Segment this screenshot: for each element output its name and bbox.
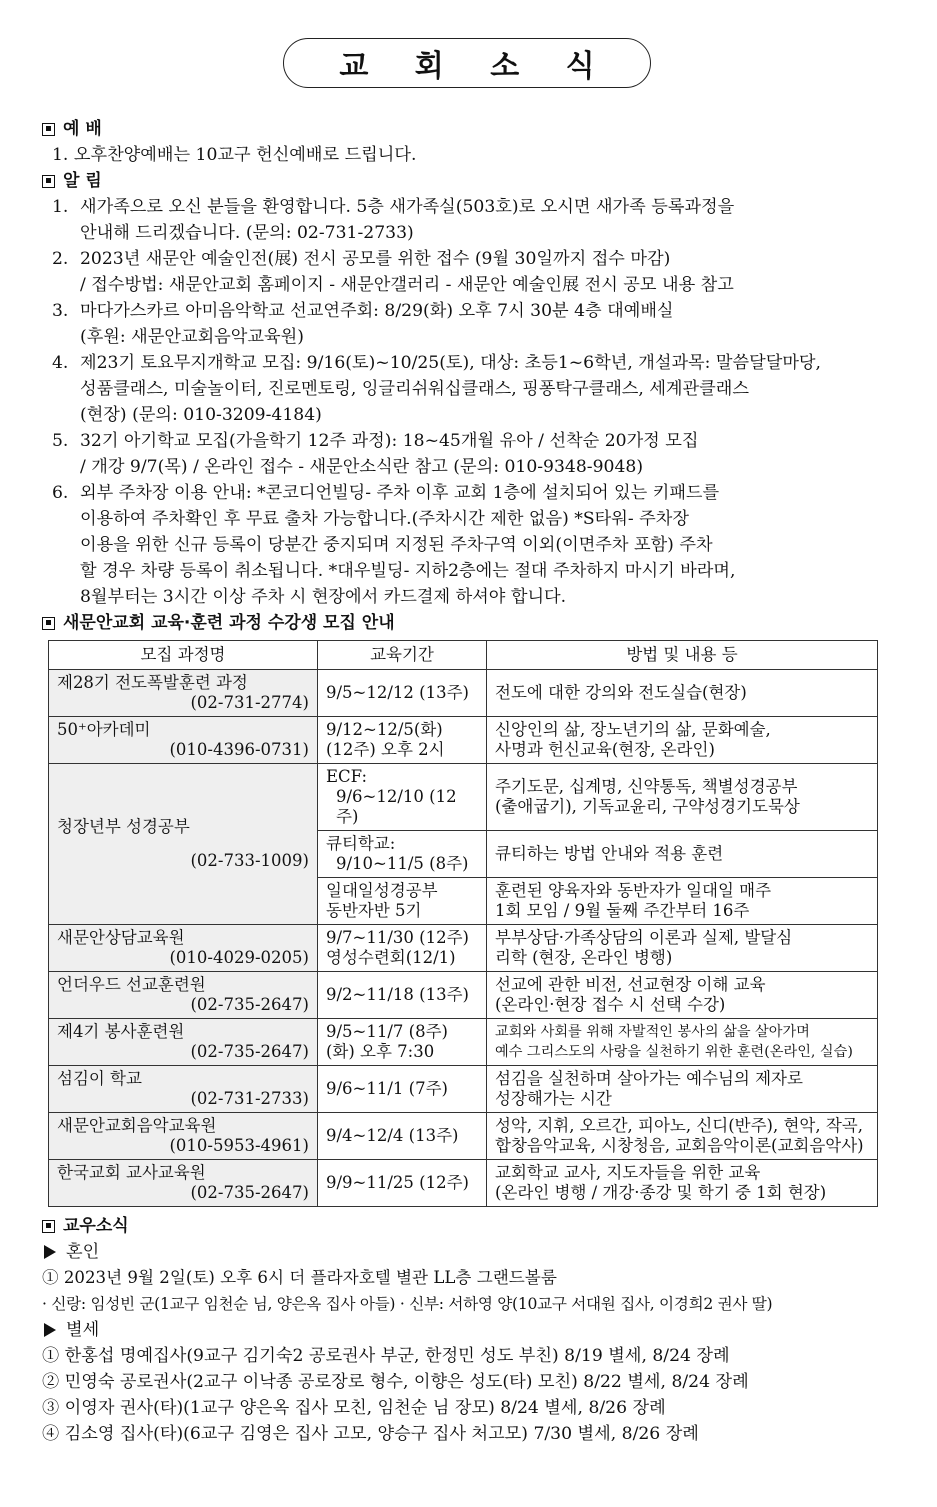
cell-line: (온라인 병행 / 개강·종강 및 학기 중 1회 현장) [495,1183,827,1202]
notice-heading: 알 림 [42,168,882,194]
period-cell [318,878,487,925]
death-line: ④ 김소영 집사(타)(6교구 김영은 집사 고모, 양승구 집사 처고모) 7/30 별세, 8/26 장례 [42,1424,699,1444]
wedding-heading: 혼인 [42,1239,882,1265]
death-heading: 별세 [42,1317,882,1343]
cell-line: 9/4~12/4 (13주) [326,1126,459,1145]
wedding-list [42,1265,882,1317]
notice-line [42,428,882,454]
edu-heading: 새문안교회 교육·훈련 과정 수강생 모집 안내 [42,610,882,636]
table-row [49,1019,878,1066]
period-cell [318,764,487,831]
table-row [49,764,878,831]
course-phone: (02-731-2733) [190,1089,309,1108]
cell-line: 훈련된 양육자와 동반자가 일대일 매주 [495,881,772,900]
desc-cell [487,878,878,925]
notice-number: 2. [52,249,69,269]
cell-line: 9/5~12/12 (13주) [326,683,469,702]
cell-line: 선교에 관한 비전, 선교현장 이해 교육 [495,975,766,994]
desc-cell [487,670,878,717]
notice-line: (현장) (문의: 010-3209-4184) [80,405,322,425]
notice-line [42,480,882,506]
period-cell [318,1113,487,1160]
notice-line [42,246,882,272]
table-row [49,670,878,717]
cell-line: 교회학교 교사, 지도자들을 위한 교육 [495,1163,761,1182]
worship-heading: 예 배 [42,116,882,142]
course-phone: (02-733-1009) [190,851,309,870]
course-cell [49,1019,318,1066]
period-cell [318,925,487,972]
notice-text: 새가족으로 오신 분들을 환영합니다. 5층 새가족실(503호)로 오시면 새가족 등록과정을 [80,197,735,217]
cell-line: 주기도문, 십계명, 신약통독, 책별성경공부 [495,777,798,796]
notice-line: 할 경우 차량 등록이 취소됩니다. *대우빌딩- 지하2층에는 절대 주차하지 마시기 바라며, [80,561,736,581]
desc-cell [487,1066,878,1113]
square-bullet-icon [42,617,55,630]
course-phone: (02-735-2647) [190,1183,309,1202]
cell-line: 9/10~11/5 (8주) [336,854,469,873]
header-period: 교육기간 [318,641,487,670]
cell-line: 1회 모임 / 9월 둘째 주간부터 16주 [495,901,750,920]
desc-cell [487,1019,878,1066]
death-line: ① 한홍섭 명예집사(9교구 김기숙2 공로권사 부군, 한정민 성도 부친) 8/19 별세, 8/24 장례 [42,1346,730,1366]
cell-line: 큐티학교: [326,834,396,853]
course-cell [49,925,318,972]
table-row [49,717,878,764]
notice-line: 8월부터는 3시간 이상 주차 시 현장에서 카드결제 하셔야 합니다. [80,587,567,607]
cell-line: 9/7~11/30 (12주) [326,928,469,947]
cell-line: (화) 오후 7:30 [326,1042,435,1061]
course-name: 한국교회 교사교육원 [57,1163,206,1182]
course-cell [49,1160,318,1207]
table-row [49,925,878,972]
header-course: 모집 과정명 [49,641,318,670]
edu-table [48,640,878,1207]
notice-line: (후원: 새문안교회음악교육원) [80,327,304,347]
cell-line: 9/9~11/25 (12주) [326,1173,469,1192]
desc-cell [487,972,878,1019]
notice-line [42,298,882,324]
notice-line: 성품클래스, 미술놀이터, 진로멘토링, 잉글리쉬워십클래스, 핑퐁탁구클래스, 세계관클래스 [80,379,749,399]
notice-line [42,350,882,376]
desc-cell [487,831,878,878]
cell-line: 큐티하는 방법 안내와 적용 훈련 [495,844,724,863]
notice-number: 6. [52,483,69,503]
notice-text: 외부 주차장 이용 안내: *콘코디언빌딩- 주차 이후 교회 1층에 설치되어 있는 키패드를 [80,483,720,503]
period-cell [318,972,487,1019]
course-name: 새문안교회음악교육원 [57,1116,217,1135]
triangle-bullet-icon [44,1323,56,1337]
cell-line: ECF: [326,767,368,786]
cell-line: 9/5~11/7 (8주) [326,1022,448,1041]
notice-line: 이용을 위한 신규 등록이 당분간 중지되며 지정된 주차구역 이외(이면주차 포함) 주차 [80,535,713,555]
notice-text: 제23기 토요무지개학교 모집: 9/16(토)~10/25(토), 대상: 초등1~6학년, 개설과목: 말씀달달마당, [80,353,821,373]
cell-line: 전도에 대한 강의와 전도실습(현장) [495,683,747,702]
worship-item: 1. 오후찬양예배는 10교구 헌신예배로 드립니다. [52,145,417,165]
course-name: 청장년부 성경공부 [57,817,190,836]
cell-line: 9/6~11/1 (7주) [326,1079,448,1098]
notice-line: / 개강 9/7(목) / 온라인 접수 - 새문안소식란 참고 (문의: 010-9348-9048) [80,457,644,477]
page-title: 교 회 소 식 [283,38,651,88]
notice-line [42,194,882,220]
cell-line: (온라인·현장 접수 시 선택 수강) [495,995,726,1014]
cell-line: 신앙인의 삶, 장노년기의 삶, 문화예술, [495,720,771,739]
period-cell [318,1160,487,1207]
course-phone: (02-731-2774) [190,693,309,712]
cell-line: 일대일성경공부 [326,881,438,900]
notice-text: 32기 아기학교 모집(가을학기 12주 과정): 18~45개월 유아 / 선착순 20가정 모집 [80,431,699,451]
period-cell [318,670,487,717]
notice-line: 안내해 드리겠습니다. (문의: 02-731-2733) [80,223,414,243]
cell-line: 성악, 지휘, 오르간, 피아노, 신디(반주), 현악, 작곡, [495,1116,863,1135]
course-cell [49,1113,318,1160]
notice-line: / 접수방법: 새문안교회 홈페이지 - 새문안갤러리 - 새문안 예술인展 전시 공모 내용 참고 [80,275,734,295]
period-cell [318,1019,487,1066]
cell-line: 동반자반 5기 [326,901,422,920]
course-cell [49,670,318,717]
cell-line: 합창음악교육, 시창청음, 교회음악이론(교회음악사) [495,1136,864,1155]
course-cell [49,717,318,764]
course-cell [49,1066,318,1113]
cell-line: 부부상담·가족상담의 이론과 실제, 발달심 [495,928,793,947]
triangle-bullet-icon [44,1245,56,1259]
cell-line: (12주) 오후 2시 [326,740,445,759]
death-line: ② 민영숙 공로권사(2교구 이낙종 공로장로 형수, 이향은 성도(타) 모친) 8/22 별세, 8/24 장례 [42,1372,749,1392]
cell-line: 9/6~12/10 (12주) [336,787,457,826]
desc-cell [487,1113,878,1160]
cell-line: 9/2~11/18 (13주) [326,985,469,1004]
course-phone: (02-735-2647) [190,1042,309,1061]
course-name: 섬김이 학교 [57,1069,142,1088]
table-row [49,1113,878,1160]
cell-line: 리학 (현장, 온라인 병행) [495,948,673,967]
notice-number: 1. [52,197,69,217]
course-cell [49,972,318,1019]
cell-line: 섬김을 실천하며 살아가는 예수님의 제자로 [495,1069,803,1088]
cell-line: 사명과 헌신교육(현장, 온라인) [495,740,715,759]
notice-line: 이용하여 주차확인 후 무료 출차 가능합니다.(주차시간 제한 없음) *S타워- 주차장 [80,509,689,529]
notice-number: 4. [52,353,69,373]
course-name: 언더우드 선교훈련원 [57,975,206,994]
cell-line: 9/12~12/5(화) [326,720,443,739]
desc-cell [487,717,878,764]
desc-cell [487,764,878,831]
course-name: 제4기 봉사훈련원 [57,1022,185,1041]
course-name: 제28기 전도폭발훈련 과정 [57,673,248,692]
notice-number: 5. [52,431,69,451]
table-row [49,1066,878,1113]
wedding-line: ① 2023년 9월 2일(토) 오후 6시 더 플라자호텔 별관 LL층 그랜드볼룸 [42,1268,557,1287]
cell-line: 영성수련회(12/1) [326,948,456,967]
content [42,116,882,1447]
period-cell [318,1066,487,1113]
wedding-line: · 신랑: 임성빈 군(1교구 임천순 님, 양은옥 집사 아들) · 신부: 서하영 양(10교구 서대원 집사, 이경희2 권사 딸) [42,1295,773,1313]
course-name: 50⁺아카데미 [57,720,151,739]
course-phone: (010-4029-0205) [169,948,309,967]
course-phone: (010-5953-4961) [169,1136,309,1155]
course-cell [49,764,318,925]
course-name: 새문안상담교육원 [57,928,185,947]
death-line: ③ 이영자 권사(타)(1교구 양은옥 집사 모친, 임천순 님 장모) 8/24 별세, 8/26 장례 [42,1398,666,1418]
square-bullet-icon [42,175,55,188]
death-list [42,1343,882,1447]
cell-line: 성장해가는 시간 [495,1089,612,1108]
members-heading: 교우소식 [42,1213,882,1239]
course-phone: (010-4396-0731) [169,740,309,759]
period-cell [318,717,487,764]
cell-line: (출애굽기), 기독교윤리, 구약성경기도묵상 [495,797,800,816]
square-bullet-icon [42,123,55,136]
course-phone: (02-735-2647) [190,995,309,1014]
notice-text: 마다가스카르 아미음악학교 선교연주회: 8/29(화) 오후 7시 30분 4층 대예배실 [80,301,674,321]
table-row [49,1160,878,1207]
notice-number: 3. [52,301,69,321]
period-cell [318,831,487,878]
table-header-row [49,641,878,670]
cell-line: 예수 그리스도의 사랑을 실천하기 위한 훈련(온라인, 실습) [495,1044,853,1060]
table-row [49,972,878,1019]
header-desc: 방법 및 내용 등 [487,641,878,670]
cell-line: 교회와 사회를 위해 자발적인 봉사의 삶을 살아가며 [495,1024,810,1040]
notice-list [42,194,882,610]
square-bullet-icon [42,1220,55,1233]
desc-cell [487,925,878,972]
desc-cell [487,1160,878,1207]
notice-text: 2023년 새문안 예술인전(展) 전시 공모를 위한 접수 (9월 30일까지 접수 마감) [80,249,671,269]
